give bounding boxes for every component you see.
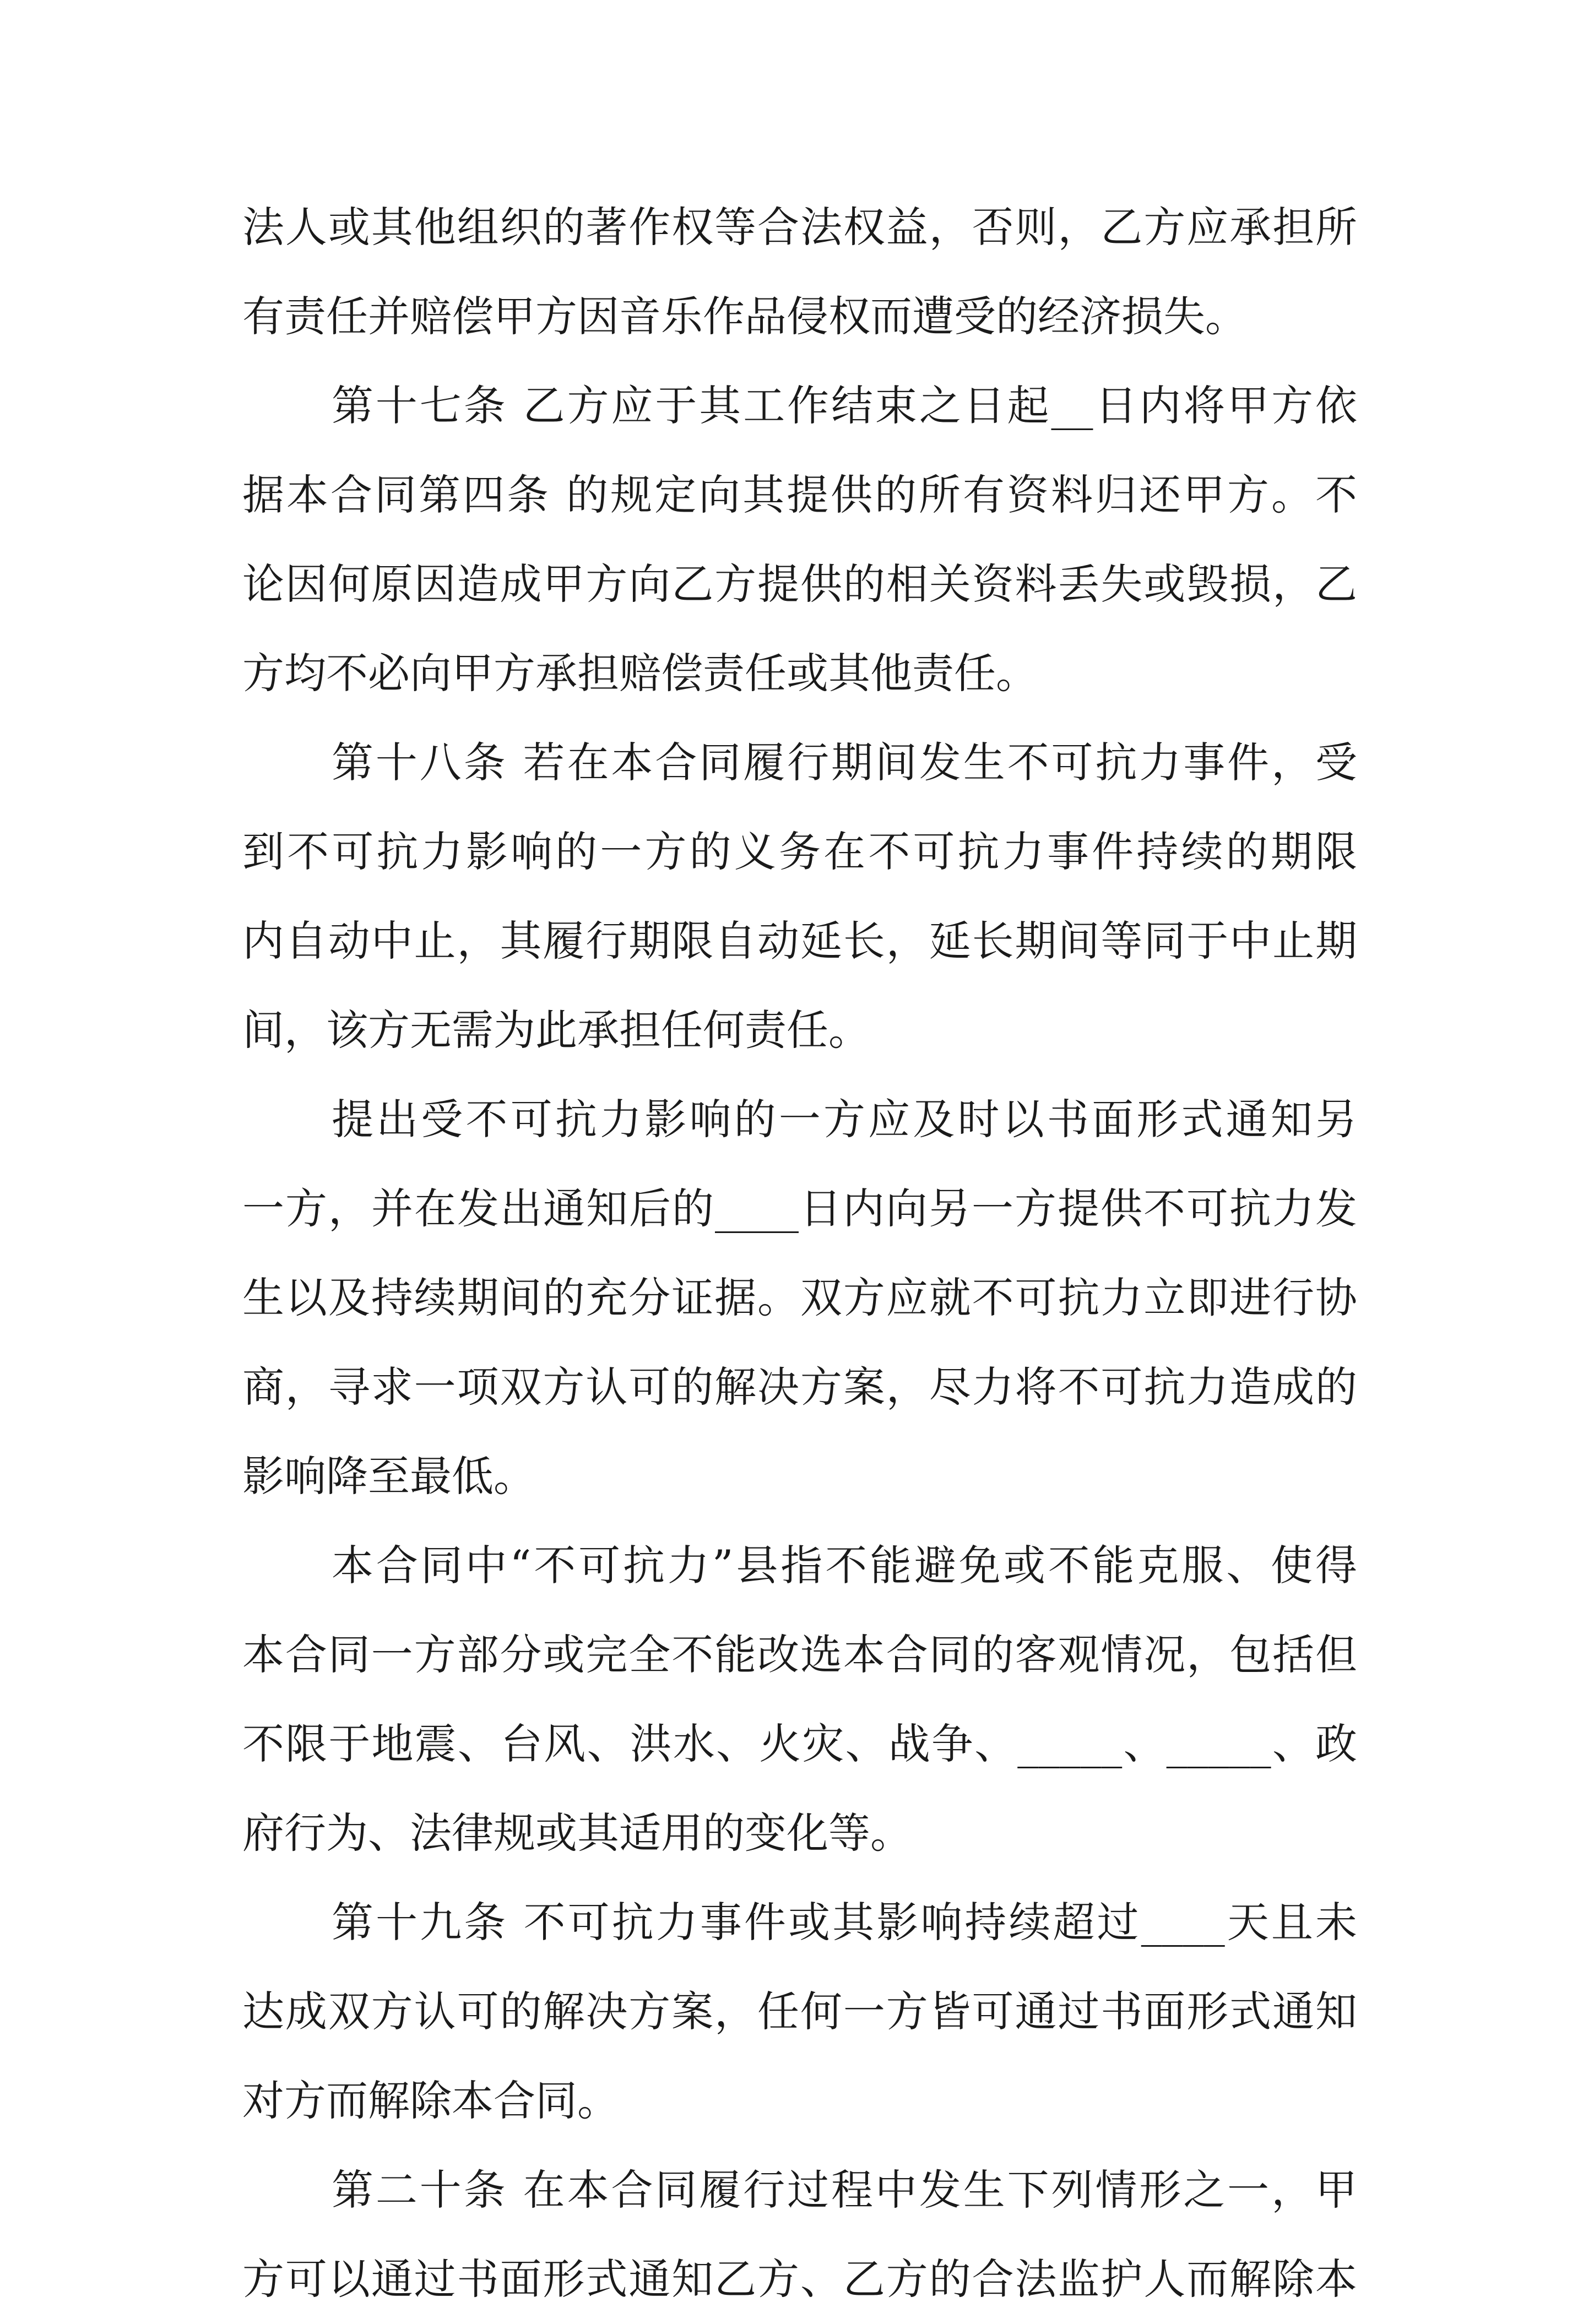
- text-line: 到不可抗力影响的一方的义务在不可抗力事件持续的期限: [242, 827, 1357, 876]
- text-line: 方均不必向甲方承担赔偿责任或其他责任。: [242, 649, 1038, 698]
- article-20-line: 第二十条 在本合同履行过程中发生下列情形之一，甲: [332, 2165, 1357, 2214]
- text-line: 有责任并赔偿甲方因音乐作品侵权而遭受的经济损失。: [242, 292, 1247, 341]
- text-line: 对方而解除本合同。: [242, 2076, 619, 2125]
- text-line: 法人或其他组织的著作权等合法权益，否则，乙方应承担所: [242, 203, 1357, 252]
- text-line: 商，寻求一项双方认可的解决方案，尽力将不可抗力造成的: [242, 1362, 1357, 1411]
- text-line: 间，该方无需为此承担任何责任。: [242, 1006, 870, 1055]
- text-line: 方可以通过书面形式通知乙方、乙方的合法监护人而解除本: [242, 2255, 1357, 2304]
- text-line: 据本合同第四条 的规定向其提供的所有资料归还甲方。不: [242, 470, 1357, 519]
- article-17-line: 第十七条 乙方应于其工作结束之日起__日内将甲方依: [332, 381, 1357, 430]
- text-line: 论因何原因造成甲方向乙方提供的相关资料丢失或毁损，乙: [242, 560, 1357, 609]
- text-line: 本合同中“不可抗力”县指不能避免或不能克服、使得: [332, 1541, 1357, 1590]
- document-page: [242, 183, 1357, 2324]
- text-line: 提出受不可抗力影响的一方应及时以书面形式通知另: [332, 1095, 1357, 1144]
- text-line: 生以及持续期间的充分证据。双方应就不可抗力立即进行协: [242, 1273, 1357, 1322]
- text-line: 府行为、法律规或其适用的变化等。: [242, 1809, 912, 1858]
- text-line: 影响降至最低。: [242, 1452, 535, 1501]
- text-line: 不限于地震、台风、洪水、火灾、战争、_____、_____、政: [242, 1719, 1357, 1768]
- text-line: 一方，并在发出通知后的____日内向另一方提供不可抗力发: [242, 1184, 1357, 1233]
- text-line: 内自动中止，其履行期限自动延长，延长期间等同于中止期: [242, 916, 1357, 965]
- article-19-line: 第十九条 不可抗力事件或其影响持续超过____天且未: [332, 1898, 1357, 1947]
- article-18-line: 第十八条 若在本合同履行期间发生不可抗力事件，受: [332, 738, 1357, 787]
- text-line: 本合同一方部分或完全不能改选本合同的客观情况，包括但: [242, 1630, 1357, 1679]
- text-line: 达成双方认可的解决方案，任何一方皆可通过书面形式通知: [242, 1987, 1357, 2036]
